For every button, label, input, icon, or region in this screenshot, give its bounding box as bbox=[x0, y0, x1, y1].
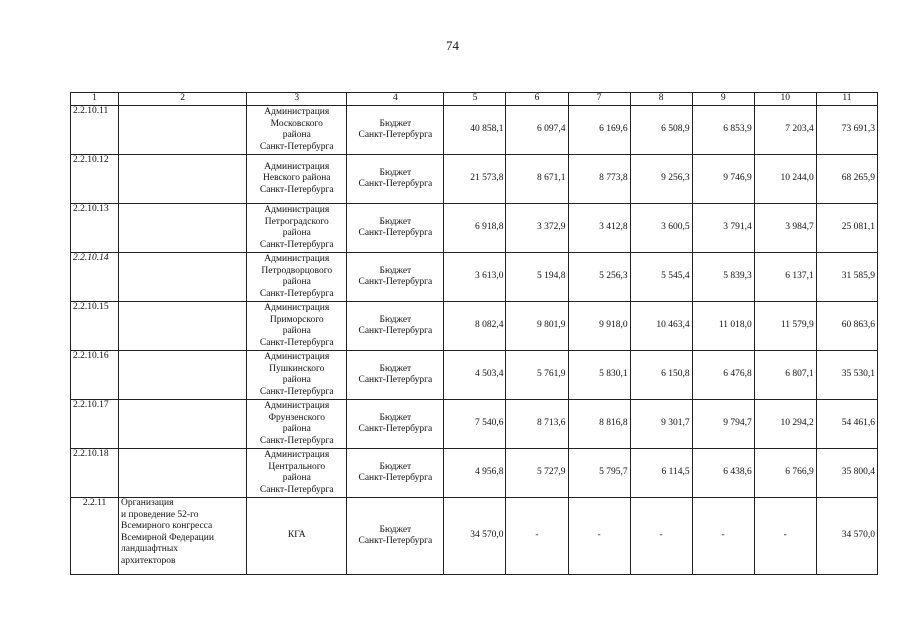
row-value: 9 301,7 bbox=[630, 400, 692, 449]
row-value: 7 540,6 bbox=[444, 400, 506, 449]
row-value: 6 918,8 bbox=[444, 204, 506, 253]
row-value: 3 984,7 bbox=[754, 204, 816, 253]
budget-table bbox=[70, 92, 878, 575]
row-executor: Администрация Приморского района Санкт-Петербурга bbox=[247, 302, 347, 351]
row-value: 68 265,9 bbox=[816, 155, 877, 204]
table-row bbox=[71, 204, 878, 253]
row-value: 25 081,1 bbox=[816, 204, 877, 253]
header-cell: 1 bbox=[71, 93, 119, 106]
table-row bbox=[71, 400, 878, 449]
table-row bbox=[71, 106, 878, 155]
table-row bbox=[71, 498, 878, 575]
row-name bbox=[119, 449, 247, 498]
row-funding-source: Бюджет Санкт-Петербурга bbox=[347, 400, 444, 449]
row-executor: Администрация Московского района Санкт-Петербурга bbox=[247, 106, 347, 155]
row-value: 4 503,4 bbox=[444, 351, 506, 400]
row-value: 35 530,1 bbox=[816, 351, 877, 400]
row-name bbox=[119, 302, 247, 351]
row-value: 21 573,8 bbox=[444, 155, 506, 204]
row-value: 5 727,9 bbox=[506, 449, 568, 498]
row-value: 5 795,7 bbox=[568, 449, 630, 498]
row-value: 34 570,0 bbox=[816, 498, 877, 575]
row-value: 35 800,4 bbox=[816, 449, 877, 498]
row-value: 9 918,0 bbox=[568, 302, 630, 351]
row-value: 6 807,1 bbox=[754, 351, 816, 400]
row-value: 6 097,4 bbox=[506, 106, 568, 155]
row-value: 6 114,5 bbox=[630, 449, 692, 498]
header-cell: 7 bbox=[568, 93, 630, 106]
row-code: 2.2.11 bbox=[71, 498, 119, 575]
header-cell: 2 bbox=[119, 93, 247, 106]
row-value: 4 956,8 bbox=[444, 449, 506, 498]
row-funding-source: Бюджет Санкт-Петербурга bbox=[347, 449, 444, 498]
row-code: 2.2.10.13 bbox=[71, 204, 119, 253]
row-funding-source: Бюджет Санкт-Петербурга bbox=[347, 106, 444, 155]
page-number: 74 bbox=[446, 38, 459, 53]
row-value: 5 761,9 bbox=[506, 351, 568, 400]
row-value: 6 476,8 bbox=[692, 351, 754, 400]
header-cell: 4 bbox=[347, 93, 444, 106]
row-value: 3 791,4 bbox=[692, 204, 754, 253]
row-value: 11 018,0 bbox=[692, 302, 754, 351]
header-cell: 8 bbox=[630, 93, 692, 106]
row-value: 3 372,9 bbox=[506, 204, 568, 253]
row-value: 5 830,1 bbox=[568, 351, 630, 400]
table-row bbox=[71, 155, 878, 204]
row-value: 6 169,6 bbox=[568, 106, 630, 155]
header-cell: 10 bbox=[754, 93, 816, 106]
row-value: 9 801,9 bbox=[506, 302, 568, 351]
row-executor: Администрация Пушкинского района Санкт-Петербурга bbox=[247, 351, 347, 400]
row-funding-source: Бюджет Санкт-Петербурга bbox=[347, 155, 444, 204]
row-value: 6 438,6 bbox=[692, 449, 754, 498]
row-value: 9 746,9 bbox=[692, 155, 754, 204]
row-name bbox=[119, 253, 247, 302]
row-value: 5 839,3 bbox=[692, 253, 754, 302]
row-value: 5 194,8 bbox=[506, 253, 568, 302]
header-cell: 11 bbox=[816, 93, 877, 106]
table-row bbox=[71, 351, 878, 400]
row-value: 6 853,9 bbox=[692, 106, 754, 155]
row-value: 6 150,8 bbox=[630, 351, 692, 400]
row-code: 2.2.10.18 bbox=[71, 449, 119, 498]
row-value: 10 294,2 bbox=[754, 400, 816, 449]
row-code: 2.2.10.12 bbox=[71, 155, 119, 204]
row-value: 54 461,6 bbox=[816, 400, 877, 449]
row-executor: Администрация Фрунзенского района Санкт-Петербурга bbox=[247, 400, 347, 449]
row-value: - bbox=[630, 498, 692, 575]
row-funding-source: Бюджет Санкт-Петербурга bbox=[347, 302, 444, 351]
row-value: 8 773,8 bbox=[568, 155, 630, 204]
row-name: Организация и проведение 52-го Всемирного конгресса Всемирной Федерации ландшафтных архитекторов bbox=[119, 498, 247, 575]
row-executor: Администрация Центрального района Санкт-Петербурга bbox=[247, 449, 347, 498]
row-value: 6 508,9 bbox=[630, 106, 692, 155]
row-value: 3 613,0 bbox=[444, 253, 506, 302]
table-body bbox=[71, 93, 878, 575]
row-code: 2.2.10.14 bbox=[71, 253, 119, 302]
row-value: 10 463,4 bbox=[630, 302, 692, 351]
row-value: 73 691,3 bbox=[816, 106, 877, 155]
row-value: - bbox=[568, 498, 630, 575]
header-cell: 5 bbox=[444, 93, 506, 106]
row-value: 6 766,9 bbox=[754, 449, 816, 498]
row-code: 2.2.10.15 bbox=[71, 302, 119, 351]
header-row bbox=[71, 93, 878, 106]
row-value: 31 585,9 bbox=[816, 253, 877, 302]
row-value: - bbox=[692, 498, 754, 575]
row-executor: Администрация Петроградского района Санкт-Петербурга bbox=[247, 204, 347, 253]
header-cell: 3 bbox=[247, 93, 347, 106]
row-funding-source: Бюджет Санкт-Петербурга bbox=[347, 351, 444, 400]
row-name bbox=[119, 106, 247, 155]
header-cell: 9 bbox=[692, 93, 754, 106]
row-executor: КГА bbox=[247, 498, 347, 575]
row-value: 5 545,4 bbox=[630, 253, 692, 302]
row-value: 40 858,1 bbox=[444, 106, 506, 155]
row-funding-source: Бюджет Санкт-Петербурга bbox=[347, 498, 444, 575]
row-code: 2.2.10.17 bbox=[71, 400, 119, 449]
row-value: 11 579,9 bbox=[754, 302, 816, 351]
row-code: 2.2.10.11 bbox=[71, 106, 119, 155]
row-value: 8 713,6 bbox=[506, 400, 568, 449]
table-row bbox=[71, 253, 878, 302]
row-value: 3 600,5 bbox=[630, 204, 692, 253]
row-name bbox=[119, 155, 247, 204]
row-value: 34 570,0 bbox=[444, 498, 506, 575]
row-name bbox=[119, 351, 247, 400]
row-value: 8 671,1 bbox=[506, 155, 568, 204]
row-value: 9 256,3 bbox=[630, 155, 692, 204]
header-cell: 6 bbox=[506, 93, 568, 106]
row-value: 8 816,8 bbox=[568, 400, 630, 449]
row-code: 2.2.10.16 bbox=[71, 351, 119, 400]
row-value: 5 256,3 bbox=[568, 253, 630, 302]
row-value: 8 082,4 bbox=[444, 302, 506, 351]
row-value: 7 203,4 bbox=[754, 106, 816, 155]
row-value: 6 137,1 bbox=[754, 253, 816, 302]
row-value: - bbox=[506, 498, 568, 575]
row-name bbox=[119, 400, 247, 449]
row-executor: Администрация Невского района Санкт-Петербурга bbox=[247, 155, 347, 204]
row-value: 9 794,7 bbox=[692, 400, 754, 449]
row-executor: Администрация Петродворцового района Санкт-Петербурга bbox=[247, 253, 347, 302]
row-value: 10 244,0 bbox=[754, 155, 816, 204]
table-row bbox=[71, 302, 878, 351]
row-name bbox=[119, 204, 247, 253]
row-funding-source: Бюджет Санкт-Петербурга bbox=[347, 204, 444, 253]
table-row bbox=[71, 449, 878, 498]
row-value: 3 412,8 bbox=[568, 204, 630, 253]
row-funding-source: Бюджет Санкт-Петербурга bbox=[347, 253, 444, 302]
row-value: 60 863,6 bbox=[816, 302, 877, 351]
row-value: - bbox=[754, 498, 816, 575]
